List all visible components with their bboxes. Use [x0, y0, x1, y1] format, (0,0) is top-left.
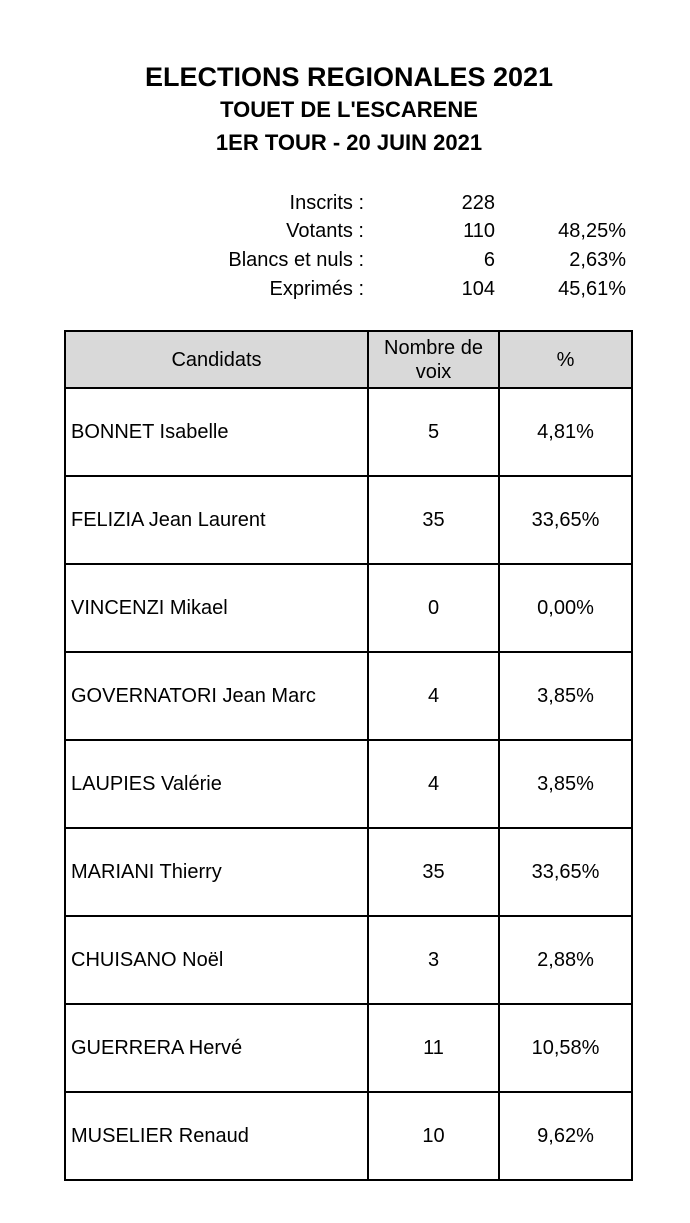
candidate-name: MARIANI Thierry [65, 828, 368, 916]
candidate-percent: 2,88% [499, 916, 632, 1004]
candidate-percent: 4,81% [499, 388, 632, 476]
candidate-percent: 10,58% [499, 1004, 632, 1092]
candidate-percent: 9,62% [499, 1092, 632, 1180]
table-row [65, 564, 632, 652]
table-header-row [65, 331, 632, 388]
header-percent: % [499, 331, 632, 388]
candidate-percent: 3,85% [499, 652, 632, 740]
candidate-votes: 10 [368, 1092, 499, 1180]
stat-row-exprimes [0, 275, 690, 303]
table-row [65, 916, 632, 1004]
stat-label: Votants : [286, 220, 364, 242]
candidate-name: MUSELIER Renaud [65, 1092, 368, 1180]
table-row [65, 1004, 632, 1092]
table-row [65, 388, 632, 476]
candidate-votes: 3 [368, 916, 499, 1004]
candidate-name: GOVERNATORI Jean Marc [65, 652, 368, 740]
stat-label: Exprimés : [269, 278, 364, 300]
candidate-name: VINCENZI Mikael [65, 564, 368, 652]
candidate-votes: 0 [368, 564, 499, 652]
candidate-votes: 11 [368, 1004, 499, 1092]
candidate-votes: 5 [368, 388, 499, 476]
table-row [65, 828, 632, 916]
stat-percent: 45,61% [558, 278, 626, 300]
candidate-percent: 33,65% [499, 828, 632, 916]
document-title: ELECTIONS REGIONALES 2021 [144, 62, 554, 92]
candidate-percent: 33,65% [499, 476, 632, 564]
candidate-votes: 35 [368, 476, 499, 564]
table-row [65, 1092, 632, 1180]
stat-count: 110 [463, 220, 495, 242]
header-votes [368, 331, 499, 388]
stat-label: Blancs et nuls : [228, 249, 364, 271]
candidate-votes: 35 [368, 828, 499, 916]
table-row [65, 476, 632, 564]
candidate-votes: 4 [368, 652, 499, 740]
stat-row-inscrits [0, 189, 690, 217]
results-table [64, 330, 633, 1181]
header-candidates: Candidats [65, 331, 368, 388]
stat-count: 104 [461, 278, 495, 300]
candidate-name: LAUPIES Valérie [65, 740, 368, 828]
table-row [65, 740, 632, 828]
candidate-name: BONNET Isabelle [65, 388, 368, 476]
stat-row-blancs-nuls [0, 246, 690, 274]
stat-percent: 48,25% [558, 220, 626, 242]
commune-name: TOUET DE L'ESCARENE [220, 97, 478, 122]
candidate-name: CHUISANO Noël [65, 916, 368, 1004]
header-votes-line1: Nombre de [384, 336, 483, 359]
table-row [65, 652, 632, 740]
candidate-percent: 0,00% [499, 564, 632, 652]
stat-percent: 2,63% [569, 249, 626, 271]
candidate-name: GUERRERA Hervé [65, 1004, 368, 1092]
stat-count: 228 [461, 192, 495, 214]
stat-count: 6 [483, 249, 495, 271]
candidate-name: FELIZIA Jean Laurent [65, 476, 368, 564]
round-date: 1ER TOUR - 20 JUIN 2021 [215, 130, 483, 155]
header-votes-line2: voix [415, 360, 452, 383]
stat-row-votants [0, 217, 690, 245]
stat-label: Inscrits : [289, 192, 364, 214]
candidate-percent: 3,85% [499, 740, 632, 828]
candidate-votes: 4 [368, 740, 499, 828]
